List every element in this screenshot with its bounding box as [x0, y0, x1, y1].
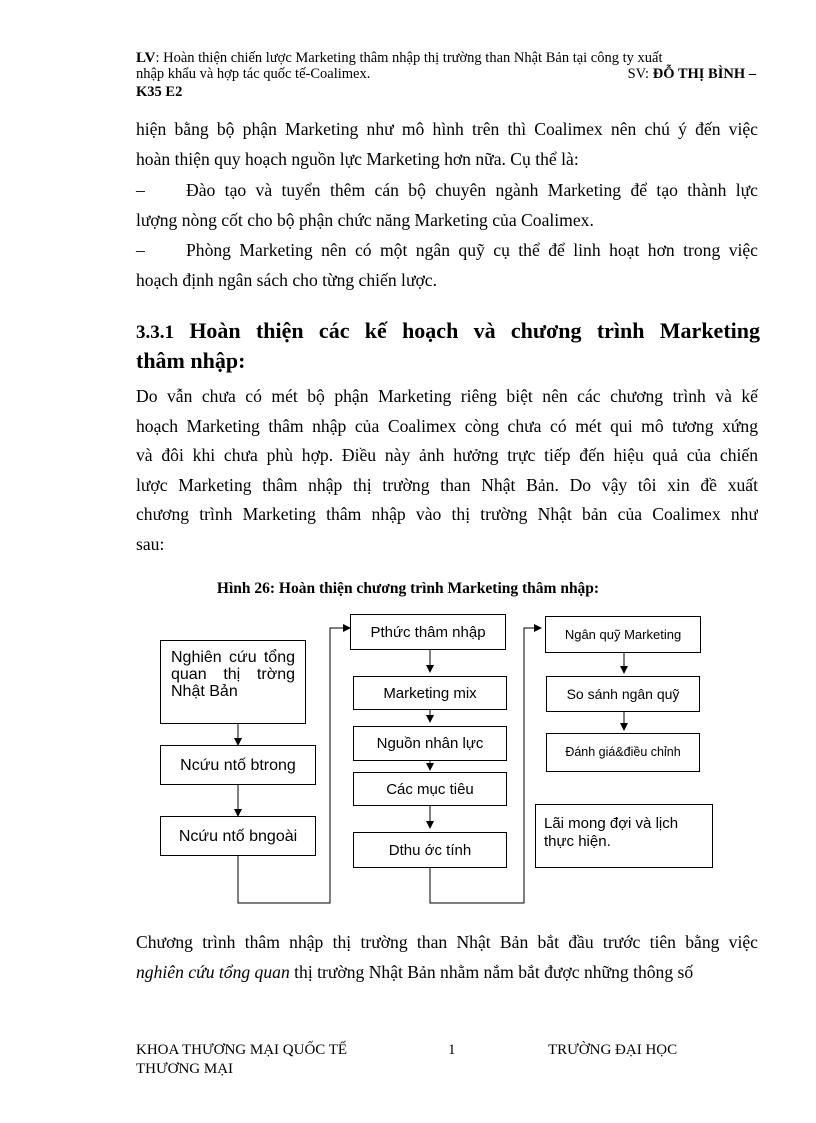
figure-title: Hình 26: Hoàn thiện chương trình Marketing thâm nhập: [216, 580, 600, 597]
flow-box-marketing-mix: Marketing mix [353, 676, 507, 710]
header-class: K35 E2 [136, 84, 183, 100]
flow-box-revenue-estimate: Dthu ớc tính [353, 832, 507, 868]
flow-box-evaluation: Đánh giá&điều chỉnh [546, 733, 700, 772]
closing-line-1: Chương trình thâm nhập thị trường than Nhật Bản bắt đầu trước tiên bằng việc [136, 932, 758, 952]
closing-line-2-rest: thị trường Nhật Bản nhằm nắm bắt được những thông số [289, 961, 694, 982]
flow-box-text: quan thị trờng [171, 666, 295, 683]
paragraph-line: chương trình Marketing thâm nhập vào thị trường Nhật bản của Coalimex như [136, 504, 758, 524]
flow-box-objectives: Các mục tiêu [353, 772, 507, 806]
flow-note-line: Lãi mong đợi và lịch [544, 815, 679, 832]
flow-box-internal-factors: Ncứu ntố btrong [160, 745, 316, 785]
flow-box-text: Nghiên cứu tổng [171, 649, 295, 666]
paragraph-last-line: sau: [136, 533, 165, 554]
flow-box-entry-method: Pthức thâm nhập [350, 614, 506, 650]
flow-box-text: Nhật Bản [171, 683, 238, 700]
header-sv-label: SV: [627, 66, 653, 82]
flow-note-line: thực hiện. [544, 833, 611, 850]
paragraph-line: lược Marketing thâm nhập thị trường than Nhật Bản. Do vậy tôi xin đề xuất [136, 474, 758, 495]
paragraph-line: Do vẫn chưa có mét bộ phận Marketing riêng biệt nên các chương trình và kế [136, 386, 758, 406]
bullet-rest: hoạch định ngân sách cho từng chiến lược. [136, 269, 437, 290]
bullet-dash: – [136, 180, 145, 200]
flow-box-expected-profit [535, 804, 713, 868]
closing-paragraph [136, 928, 758, 987]
section-number: 3.3.1 [136, 322, 174, 343]
footer-left-line2: THƯƠNG MẠI [136, 1061, 234, 1077]
intro-line-2: hoàn thiện quy hoạch nguồn lực Marketing hơn nữa. Cụ thể là: [136, 148, 579, 169]
bullet-rest: lượng nòng cốt cho bộ phận chức năng Marketing của Coalimex. [136, 209, 594, 230]
flow-box-marketing-budget: Ngân quỹ Marketing [545, 616, 701, 653]
closing-line-2 [136, 958, 758, 988]
paragraph-line: và đôi khi chưa phù hợp. Điều này ảnh hưởng trực tiếp đến hiệu quả của chiến [136, 445, 758, 465]
paragraph-line: hoạch Marketing thâm nhập của Coalimex còng chưa có mét qui mô tương xứng [136, 415, 758, 436]
closing-italic: nghiên cứu tổng quan [136, 961, 290, 982]
header-sv-name: ĐỖ THỊ BÌNH – [652, 66, 756, 82]
bullet-dash: – [136, 240, 145, 260]
section-title-line1: Hoàn thiện các kế hoạch và chương trình Marketing [189, 318, 760, 343]
intro-line-1: hiện bằng bộ phận Marketing như mô hình trên thì Coalimex nên chú ý đến việc [136, 119, 758, 139]
bullet-first-line: Phòng Marketing nên có một ngân quỹ cụ thể để linh hoạt hơn trong việc [186, 240, 758, 260]
header-lv: LV [136, 50, 156, 66]
flow-box-human-resources: Nguồn nhân lực [353, 726, 507, 761]
header-title-line2: nhập khẩu và hợp tác quốc tế-Coalimex. [136, 66, 371, 82]
page-footer [136, 1041, 736, 1079]
page-number: 1 [448, 1042, 456, 1058]
section-title-line2: thâm nhập: [136, 348, 246, 373]
flow-box-market-research [160, 640, 306, 724]
bullet-first-line: Đào tạo và tuyển thêm cán bộ chuyên ngành Marketing để tạo thành lực [186, 180, 758, 200]
header-title-line1: : Hoàn thiện chiến lược Marketing thâm nhập thị trường than Nhật Bản tại công ty xuất [155, 50, 663, 66]
footer-left-line1: KHOA THƯƠNG MẠI QUỐC TẾ [136, 1042, 348, 1058]
footer-right: TRƯỜNG ĐẠI HỌC [548, 1042, 678, 1058]
flow-box-external-factors: Ncứu ntố bngoài [160, 816, 316, 856]
flow-box-budget-comparison: So sánh ngân quỹ [546, 676, 700, 712]
